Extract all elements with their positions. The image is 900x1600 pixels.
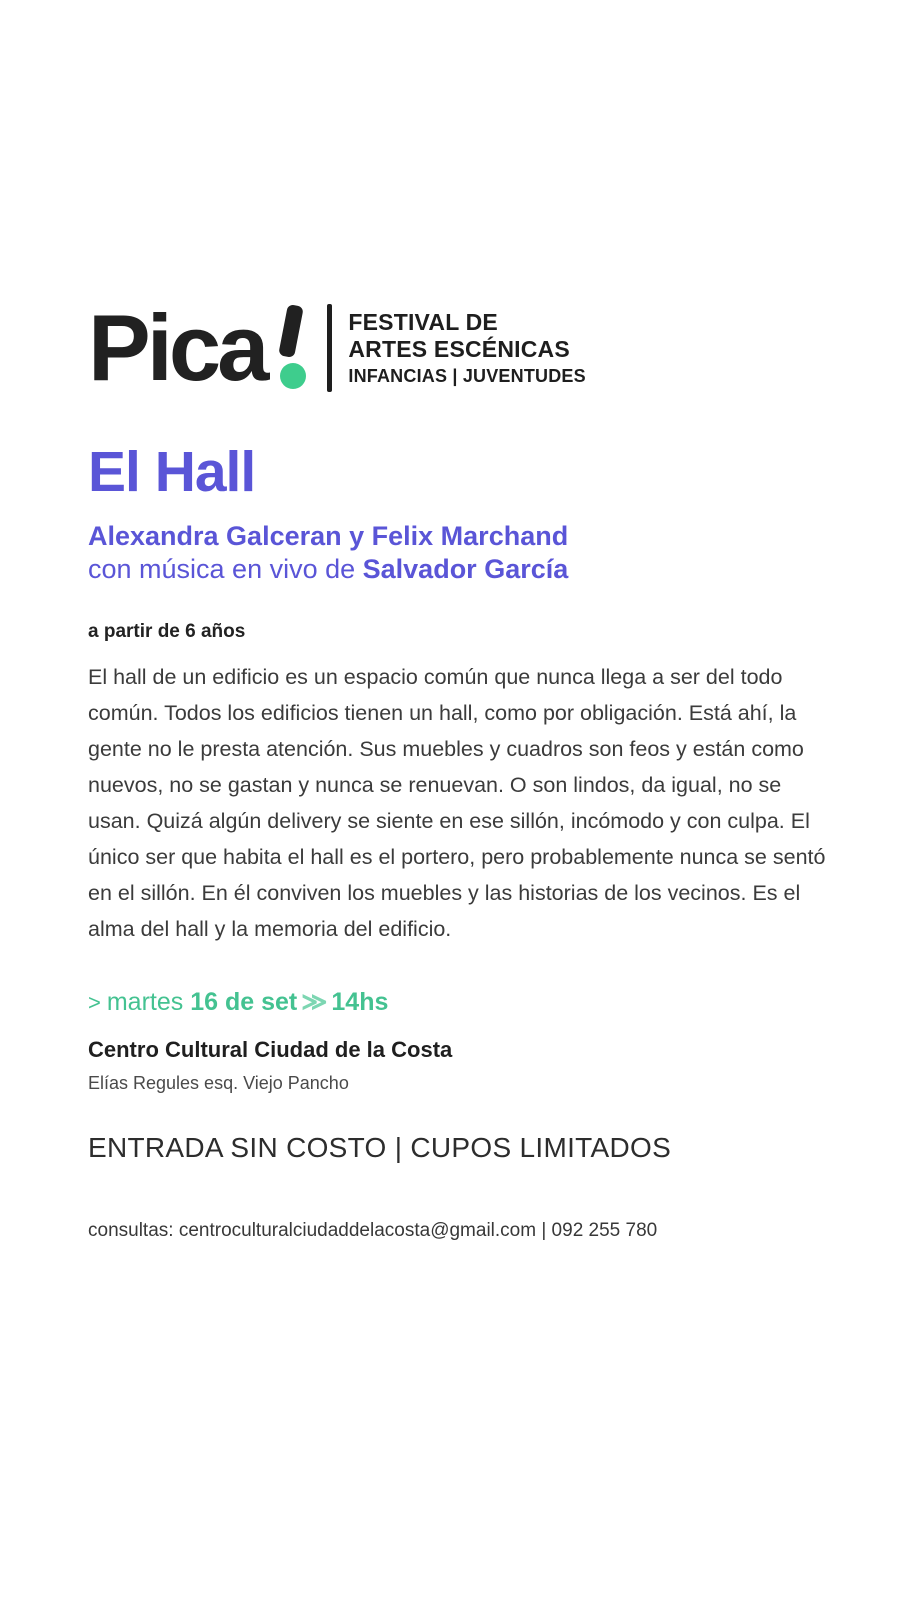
festival-tagline	[348, 309, 585, 387]
double-chevron-icon: ≫	[301, 988, 328, 1017]
schedule-line	[88, 987, 828, 1017]
logo-divider	[327, 304, 332, 392]
event-description: El hall de un edificio es un espacio común que nunca llega a ser del todo común. Todos los edificios tienen un hall, como por obligación. Está ahí, la gente no le presta atención. Sus muebles y cuadros son feos y están como nuevos, no se gastan y nunca se renuevan. O son lindos, da igual, no se usan. Quizá algún delivery se siente en ese sillón, incómodo y con culpa. El único ser que habita el hall es el portero, pero probablemente nunca se sentó en el sillón. En él conviven los muebles y las historias de los vecinos. Es el alma del hall y la memoria del edificio.	[88, 665, 826, 942]
flyer-content	[88, 295, 828, 1242]
admission-notice: ENTRADA SIN COSTO | CUPOS LIMITADOS	[88, 1132, 672, 1164]
event-music-line	[88, 554, 828, 585]
venue-name: Centro Cultural Ciudad de la Costa	[88, 1037, 453, 1063]
music-prefix: con música en vivo de	[88, 554, 363, 585]
exclamation-stem	[279, 304, 305, 358]
tagline-line-2: ARTES ESCÉNICAS	[348, 335, 570, 362]
schedule-day: martes	[106, 988, 191, 1017]
pica-wordmark-text: Pica	[88, 295, 266, 400]
tagline-line-1: FESTIVAL DE	[348, 308, 498, 335]
venue-address: Elías Regules esq. Viejo Pancho	[88, 1073, 349, 1094]
festival-logo	[88, 295, 828, 400]
exclamation-icon	[271, 303, 311, 391]
exclamation-dot	[280, 363, 306, 389]
schedule-time: 14hs	[331, 988, 389, 1017]
schedule-date: 16 de set	[190, 988, 298, 1017]
tagline-line-3: INFANCIAS | JUVENTUDES	[348, 365, 586, 386]
event-artists: Alexandra Galceran y Felix Marchand	[88, 521, 569, 552]
musician-name: Salvador García	[362, 554, 569, 585]
chevron-icon: >	[88, 990, 101, 1016]
contact-info: consultas: centroculturalciudaddelacosta@gmail.com | 092 255 780	[88, 1220, 658, 1242]
event-title: El Hall	[88, 440, 256, 505]
pica-wordmark	[88, 295, 311, 400]
age-recommendation: a partir de 6 años	[88, 621, 246, 643]
